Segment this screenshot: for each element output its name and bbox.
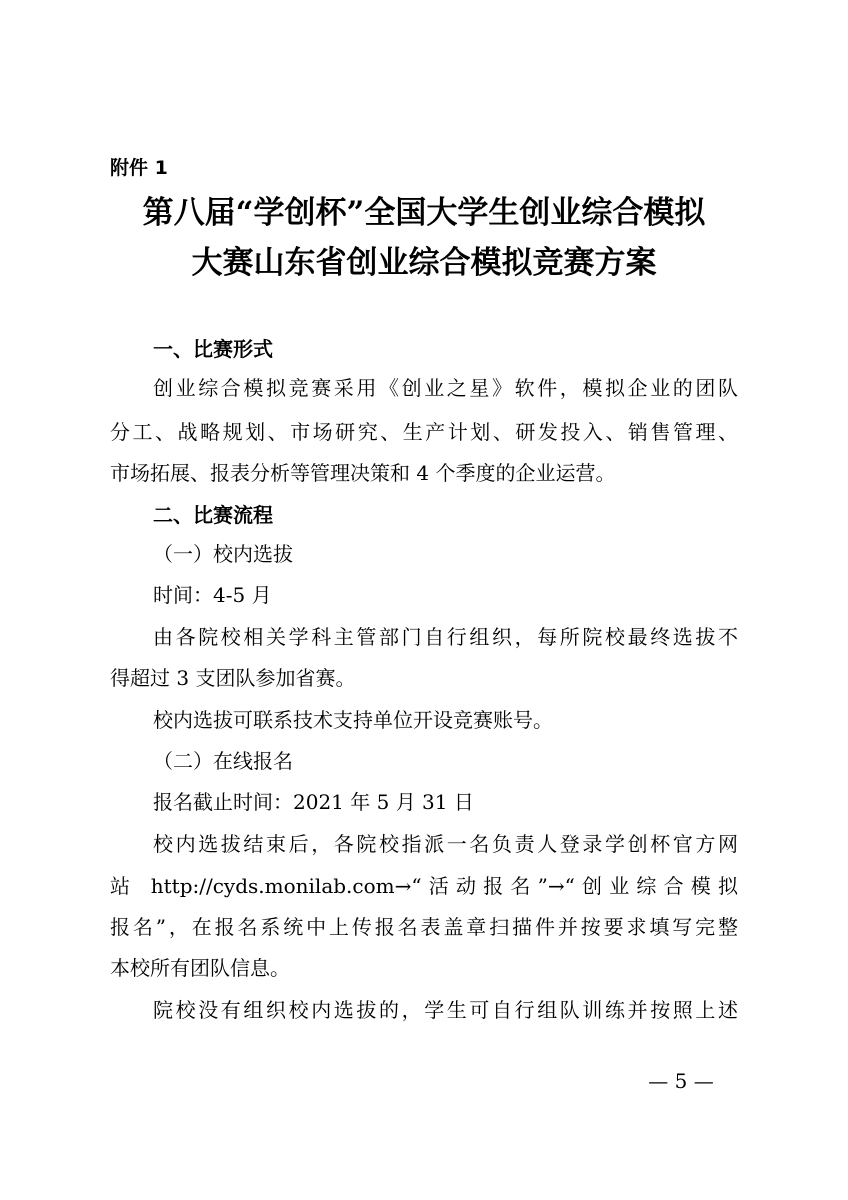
document-title-line-2: 大赛山东省创业综合模拟竞赛方案 bbox=[191, 245, 657, 281]
subheading-campus-selection: （一）校内选拔 bbox=[153, 542, 293, 566]
paragraph-line: 分工、战略规划、市场研究、生产计划、研发投入、销售管理、 bbox=[110, 420, 738, 444]
paragraph-line: 站 http://cyds.monilab.com→“活动报名”→“创业综合模拟 bbox=[110, 874, 738, 898]
section-heading-competition-format: 一、比赛形式 bbox=[153, 337, 273, 361]
deadline-line: 报名截止时间：2021 年 5 月 31 日 bbox=[153, 790, 474, 814]
paragraph-line: 报名”，在报名系统中上传报名表盖章扫描件并按要求填写完整 bbox=[110, 915, 738, 939]
paragraph-line: 校内选拔可联系技术支持单位开设竞赛账号。 bbox=[153, 708, 553, 732]
time-line: 时间：4-5 月 bbox=[153, 583, 272, 607]
paragraph-line: 由各院校相关学科主管部门自行组织，每所院校最终选拔不 bbox=[153, 625, 738, 649]
attachment-label: 附件 1 bbox=[110, 157, 168, 179]
section-heading-competition-process: 二、比赛流程 bbox=[153, 503, 273, 527]
paragraph-line: 市场拓展、报表分析等管理决策和 4 个季度的企业运营。 bbox=[110, 461, 616, 485]
paragraph-line: 校内选拔结束后，各院校指派一名负责人登录学创杯官方网 bbox=[153, 832, 738, 856]
paragraph-line: 院校没有组织校内选拔的，学生可自行组队训练并按照上述 bbox=[153, 998, 738, 1022]
paragraph-line: 本校所有团队信息。 bbox=[110, 956, 290, 980]
paragraph-line: 得超过 3 支团队参加省赛。 bbox=[110, 666, 356, 690]
document-title-line-1: 第八届“学创杯”全国大学生创业综合模拟 bbox=[142, 195, 706, 231]
page-number: — 5 — bbox=[648, 1069, 714, 1093]
paragraph-line: 创业综合模拟竞赛采用《创业之星》软件，模拟企业的团队 bbox=[153, 376, 738, 400]
subheading-online-registration: （二）在线报名 bbox=[153, 749, 293, 773]
